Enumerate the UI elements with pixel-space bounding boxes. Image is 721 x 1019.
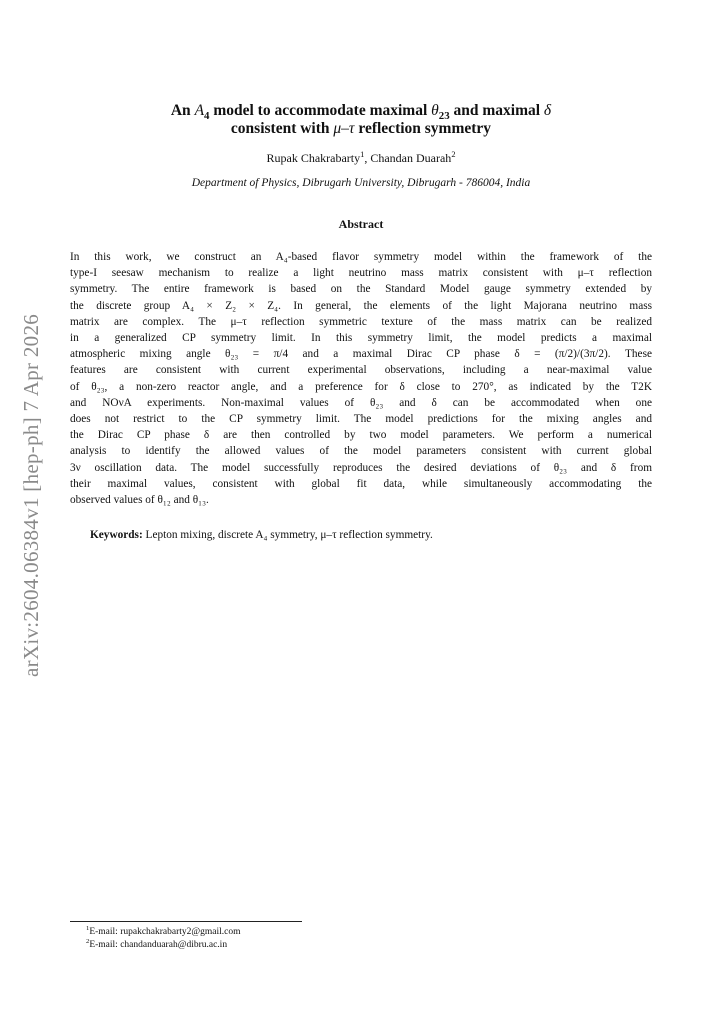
- footnote-item: [86, 939, 241, 952]
- paper-title: [70, 102, 652, 138]
- footnote-rule: [70, 921, 302, 922]
- abstract-line: and NOνA experiments. Non-maximal values of θ₂₃ and δ can be accommodated when one: [70, 396, 652, 409]
- footnote-mark: 1: [86, 924, 90, 932]
- arxiv-identifier-stamp: [14, 300, 50, 690]
- abstract-body: [70, 249, 652, 508]
- abstract-line: In this work, we construct an A₄-based flavor symmetry model within the framework of the: [70, 251, 652, 263]
- title-text: consistent with: [230, 120, 334, 137]
- affiliation: Department of Physics, Dibrugarh University, Dibrugarh - 786004, India: [191, 177, 531, 189]
- author-footnote-mark: 1: [360, 150, 365, 159]
- keywords: [90, 529, 652, 541]
- keywords-label: Keywords:: [90, 529, 143, 541]
- arxiv-identifier-text: arXiv:2604.06384v1 [hep-ph] 7 Apr 2026: [19, 313, 44, 677]
- footnote-item: [86, 926, 241, 939]
- title-math-subscript: 23: [438, 110, 450, 123]
- author-separator: ,: [364, 151, 371, 165]
- author-list: [70, 151, 652, 166]
- keywords-text: Lepton mixing, discrete A₄ symmetry, μ–τ reflection symmetry.: [142, 529, 433, 541]
- abstract-line: 3ν oscillation data. The model successfully reproduces the desired deviations of θ₂₃ and δ from: [70, 461, 652, 474]
- author-name: Chandan Duarah: [370, 151, 452, 165]
- title-math: δ: [543, 102, 552, 119]
- title-math-subscript: 4: [204, 110, 210, 123]
- title-line-1: [70, 102, 652, 123]
- abstract-line: atmospheric mixing angle θ₂₃ = π/4 and a maximal Dirac CP phase δ = (π/2)/(3π/2). These: [70, 348, 652, 361]
- abstract-line: features are consistent with current experimental observations, including a near-maximal value: [70, 364, 652, 377]
- abstract-line: type-I seesaw mechanism to realize a light neutrino mass matrix consistent with μ–τ reflection: [70, 267, 652, 280]
- title-math: A: [194, 102, 205, 119]
- abstract-line: of θ₂₃, a non-zero reactor angle, and a preference for δ close to 270°, as indicated by the T2K: [70, 380, 652, 393]
- abstract-line: matrix are complex. The μ–τ reflection symmetric texture of the mass matrix can be realized: [70, 315, 652, 328]
- abstract-heading: Abstract: [338, 217, 384, 231]
- title-line-2: [70, 120, 652, 138]
- footnotes: [86, 926, 241, 952]
- title-text: and maximal: [449, 102, 544, 119]
- abstract-line: does not restrict to the CP symmetry limit. The model predictions for the mixing angles and: [70, 413, 652, 426]
- abstract-line: the Dirac CP phase δ are then controlled by two model parameters. We perform a numerical: [70, 429, 652, 442]
- title-math: μ–τ: [333, 120, 355, 137]
- abstract-line: in a generalized CP symmetry limit. In this symmetry limit, the model predicts a maximal: [70, 332, 652, 345]
- author-name: Rupak Chakrabarty: [266, 151, 361, 165]
- footnote-email: E-mail: chandanduarah@dibru.ac.in: [89, 940, 228, 950]
- abstract-line: the discrete group A₄ × Z₂ × Z₄. In general, the elements of the light Majorana neutrino mass: [70, 299, 652, 312]
- footnote-email: E-mail: rupakchakrabarty2@gmail.com: [89, 927, 241, 937]
- abstract-line: analysis to identify the allowed values of the model parameters consistent with current global: [70, 445, 652, 458]
- title-text: reflection symmetry: [354, 120, 492, 137]
- abstract-line: symmetry. The entire framework is based on the Standard Model gauge symmetry extended by: [70, 283, 652, 296]
- author-footnote-mark: 2: [451, 150, 456, 159]
- abstract-line: observed values of θ₁₂ and θ₁₃.: [70, 494, 209, 507]
- abstract-line: their maximal values, consistent with global fit data, while simultaneously accommodating the: [70, 477, 652, 490]
- title-math: θ: [431, 102, 439, 119]
- title-text: model to accommodate maximal: [209, 102, 432, 119]
- title-text: An: [170, 102, 195, 119]
- footnote-mark: 2: [86, 937, 90, 945]
